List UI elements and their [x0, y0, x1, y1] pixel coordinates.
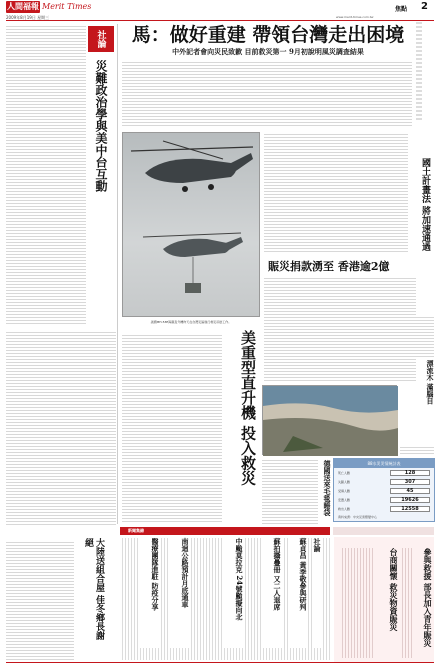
statistics-label: 失蹤人數 [338, 480, 351, 484]
statistics-title: 88水災災情統計表 [334, 459, 434, 468]
news-digest-bar-right [333, 527, 434, 535]
helicopter-photo [122, 132, 260, 317]
drift-story-body [400, 445, 434, 455]
statistics-row [338, 478, 432, 486]
statistics-value: 307 [390, 479, 430, 485]
website-url: www.merit-times.com.tw [336, 15, 374, 19]
main-story-body-2 [264, 132, 408, 254]
helicopter-story-body [122, 333, 222, 523]
statistics-value: 128 [390, 470, 430, 476]
statistics-label: 安置人數 [338, 498, 351, 502]
statistics-row [338, 496, 432, 504]
side-story-body [400, 315, 434, 357]
news-item-title: 中颱莫拉克 24號颱擬向北 [224, 538, 244, 648]
news-item-title: 南迴公路預計月底通車 [170, 538, 190, 648]
pink-feature-body [340, 548, 374, 658]
statistics-value: 45 [390, 488, 430, 494]
news-item-title: 蘇拍攝疊冊 又二人退席 [262, 538, 282, 648]
coastline-photo-caption [328, 396, 354, 452]
main-story-body [122, 60, 412, 128]
statistics-value: 19626 [390, 497, 430, 503]
helicopter-story-title: 美重型直升機 投入救災 [239, 330, 257, 486]
issue-date: 2009年8月19日 星期三 [6, 15, 50, 20]
pink-feature-title: 台商關懷 救災物資賑災 [389, 548, 399, 631]
statistics-row [338, 505, 432, 513]
driftwood-story-title: 漂流木 滿腦目 [426, 360, 435, 405]
news-item-title: 蘇貞昌 黃季敬參與研判 [288, 538, 308, 648]
donation-story-body [264, 276, 416, 381]
main-headline: 馬：做好重建 帶領台灣走出困境 [131, 24, 405, 46]
editorial-title: 災難政治學與美中台互動 [94, 60, 108, 192]
german-aid-title: 德國送來毛毯睡袋 [323, 460, 332, 516]
rescue-body-text [6, 540, 74, 660]
budget-story-title: 國土計畫法 將加速通過 [420, 158, 430, 252]
helicopter-illustration [123, 133, 261, 318]
news-digest-bar [120, 527, 330, 535]
newspaper-logo: 人間福報 [7, 2, 39, 11]
pink-feature-body-2 [400, 548, 412, 658]
statistics-label: 救出人數 [338, 507, 351, 511]
german-story-body [262, 458, 318, 524]
decorative-stripe [416, 22, 422, 122]
statistics-label: 死亡人數 [338, 471, 351, 475]
helicopter-photo-caption: 美國MH-53E海龍直升機昨天在台灣災區進行救災吊掛工作。 [150, 320, 232, 324]
page-number: 2 [421, 1, 428, 12]
statistics-row [338, 487, 432, 495]
disaster-statistics-box [333, 458, 435, 522]
donation-story-title: 賑災捐款湧至 香港逾2億 [268, 260, 390, 273]
pink-feature-title: 參與救援 部長加入青年賑災 [423, 548, 433, 647]
newspaper-brand: Merit Times [42, 2, 92, 11]
statistics-source: 資料來源：中央災害應變中心 [338, 515, 378, 519]
footer-rule [6, 662, 434, 663]
news-item-title: 社論 [312, 538, 322, 648]
news-digest-label: 新聞集錦 [128, 528, 144, 533]
editorial-body-text-lower [6, 330, 116, 525]
column-divider [117, 24, 118, 524]
section-name: 焦點 [395, 6, 408, 13]
editorial-body-text [6, 24, 86, 324]
news-item-title: 醫療團隊進駐 防疫分享 [140, 538, 160, 648]
sub-headline: 中外記者會向災民致歉 目前救災第一 9月初說明風災調查結果 [172, 47, 364, 56]
statistics-value: 12558 [390, 506, 430, 512]
rescue-story-title: 大陸送組合屋 佳冬鄉長謝絕 [83, 538, 104, 641]
editorial-badge: 社論 [88, 26, 114, 52]
statistics-row [338, 469, 432, 477]
statistics-label: 受傷人數 [338, 489, 351, 493]
